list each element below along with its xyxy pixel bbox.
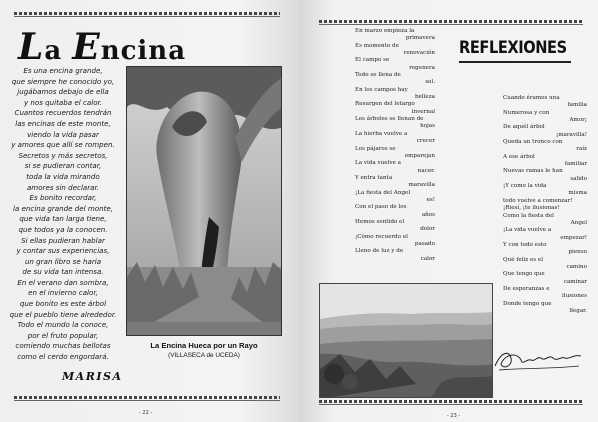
poem-line: salido	[570, 175, 587, 182]
poem-line: ¡La vida vuelve a	[503, 227, 552, 234]
poem-line: Es bonito recordar,	[29, 193, 97, 203]
poem-line: toda la vida mirando	[26, 171, 100, 181]
poem-line: En los campos hay	[355, 86, 408, 93]
poem-line: Los pájaros se	[355, 145, 396, 152]
poem-line: regenera	[409, 64, 435, 71]
poem-line: familia	[567, 102, 587, 109]
poem-line: ilusiones	[562, 293, 587, 300]
page-title-reflexiones: REFLEXIONES	[459, 38, 567, 58]
poem-line: De esperanzas e	[503, 285, 550, 292]
poem-line: Queda un tronco con	[503, 139, 563, 146]
poem-line: un gran libro se haría	[24, 256, 102, 266]
poem-line: De aquél árbol	[503, 124, 545, 131]
poem-line: Hemos sentido el	[355, 218, 405, 225]
poem-line: de su vida tan intensa.	[22, 267, 104, 277]
page-number: - 23 -	[447, 413, 461, 419]
poem-line: ¡Cómo recuerdo el	[355, 233, 408, 240]
poem-line: Es una encina grande,	[23, 66, 103, 75]
page-title-la-encina	[18, 26, 186, 68]
poem-line: La vida vuelve a	[355, 160, 401, 167]
poem-line: Resurgen del letargo	[355, 101, 415, 108]
top-decorative-rule	[319, 20, 583, 23]
poem-line: ¡Riesí, ¡te ilusionas!	[503, 205, 560, 212]
tree-photo-icon	[127, 67, 282, 336]
poem-line: Cuantos recuerdos tendrán	[14, 108, 112, 118]
poem-line: Si ellas pudieran hablar	[21, 235, 105, 245]
poem-line: hojas	[420, 123, 435, 130]
poem-line: Nuevas ramas le han	[503, 168, 563, 175]
right-page	[299, 0, 598, 422]
poem-line: pasado	[414, 240, 435, 247]
poem-line: Todo el mundo la conoce,	[17, 320, 109, 330]
tree-photo	[126, 66, 282, 336]
poem-line: invernal	[411, 108, 435, 115]
landscape-photo-icon	[320, 284, 493, 398]
poem-line: que vida tan larga tiene,	[19, 214, 107, 224]
poem-line: sol.	[425, 79, 435, 86]
poem-line: ¡La fiesta del Angel	[355, 189, 411, 196]
title-initial-l: L	[18, 26, 45, 68]
poem-line: ¡Y como la vida	[503, 183, 547, 190]
poem-line: renovación	[403, 50, 435, 57]
poem-line: pienso	[568, 249, 587, 256]
poem-line: Con el paso de los	[355, 204, 407, 211]
poem-line: caminar	[563, 278, 587, 285]
poem-line: Amor¡	[569, 117, 587, 124]
poem-line: viendo la vida pasar	[27, 129, 99, 139]
poem-line: las encinas de este monte,	[15, 118, 111, 128]
handwritten-signature	[491, 344, 585, 376]
poem-line: misma	[568, 190, 587, 197]
poem-line: llegar.	[569, 307, 587, 314]
poem-line: primavera	[405, 35, 435, 42]
poem-line: por el fruto popular,	[27, 330, 99, 340]
poem-line: raíz	[576, 146, 587, 153]
poem-line: Qué feliz es el	[503, 256, 544, 263]
poem-line: Cuando éramos una	[503, 95, 560, 101]
poem-line: La hierba vuelve a	[355, 130, 408, 137]
poem-line: dolor	[420, 226, 435, 233]
poem-line: y contar sus experiencias,	[16, 246, 110, 256]
title-initial-e: E	[72, 26, 101, 68]
poem-line: En marzo empieza la	[355, 28, 415, 34]
poem-line: Angel	[570, 219, 587, 226]
poem-line: Que tengo que	[503, 271, 545, 278]
photo-subcaption: (VILLASECA de UCEDA)	[168, 352, 240, 359]
photo-caption: La Encina Hueca por un Rayo	[150, 341, 258, 350]
poem-line: empezar!	[560, 234, 587, 241]
poem-line: A ese árbol	[503, 153, 535, 160]
landscape-photo	[319, 283, 493, 398]
poem-line: Donde tengo que	[503, 300, 552, 307]
poem-line: amores sin declarar.	[26, 182, 100, 192]
poem-line: Secretos y más secretos,	[18, 150, 108, 160]
poem-line: que siempre he conocido yo,	[11, 76, 115, 86]
poem-column-2	[503, 95, 587, 315]
poem-line: belleza	[414, 94, 435, 101]
poem-line: Numerosa y con	[503, 109, 550, 116]
poem-la-encina	[6, 66, 120, 363]
poem-line: camino	[566, 263, 587, 270]
poem-line: Como la fiesta del	[503, 212, 554, 219]
poem-line: y amores que allí se rompen.	[11, 140, 115, 150]
poem-line: familiar	[564, 161, 587, 168]
poem-line: que el pueblo tiene alrededor.	[9, 309, 117, 319]
handwritten-signature-icon	[491, 344, 585, 376]
poem-line: ¡maravilla!	[555, 131, 587, 138]
title-underline	[459, 61, 571, 63]
poem-line: que bonito es este árbol	[19, 299, 107, 309]
poem-line: la encina grande del monte,	[12, 203, 114, 213]
poem-line: todo vuelve a comenzar!	[503, 197, 573, 204]
bottom-decorative-rule	[319, 400, 583, 403]
poem-line: maravilla	[408, 182, 435, 189]
poem-line: crecer	[416, 138, 435, 145]
poem-line: y nos quitaba el calor.	[23, 97, 103, 107]
poem-line: emparejan	[404, 152, 435, 159]
poem-line: comiendo muchas bellotas	[15, 341, 111, 351]
poem-line: Todo se llena de	[355, 72, 401, 79]
poem-line: jugábamos debajo de ella	[17, 87, 109, 97]
poem-column-1	[355, 28, 435, 263]
title-word-encina-rest: ncina	[100, 36, 187, 66]
poem-line: que todos ya la conocen.	[18, 224, 108, 234]
poem-line: si se pudieran contar,	[24, 161, 102, 171]
poem-line: Y entra tanta	[355, 174, 393, 181]
poem-line: como el cerdo engordará.	[17, 352, 109, 362]
signature-marisa: MARISA	[62, 370, 123, 383]
top-decorative-rule	[14, 12, 280, 15]
title-word-la-rest: a	[44, 36, 63, 66]
poem-line: en el invierno calor,	[28, 288, 98, 298]
page-number: - 22 -	[139, 410, 153, 416]
poem-line: es!	[426, 196, 435, 203]
poem-line: En el verano dan sombra,	[17, 277, 109, 287]
poem-line: El campo se	[355, 57, 390, 64]
poem-line: calor	[420, 255, 435, 262]
poem-line: años	[421, 211, 435, 218]
poem-line: Los árboles se llenan de	[355, 116, 424, 123]
poem-line: Y con todo esto	[503, 241, 547, 248]
poem-line: Lleno de luz y de	[355, 248, 404, 255]
bottom-decorative-rule	[14, 396, 280, 399]
poem-line: nacer.	[417, 167, 435, 174]
poem-line: Es momento de	[355, 42, 399, 49]
